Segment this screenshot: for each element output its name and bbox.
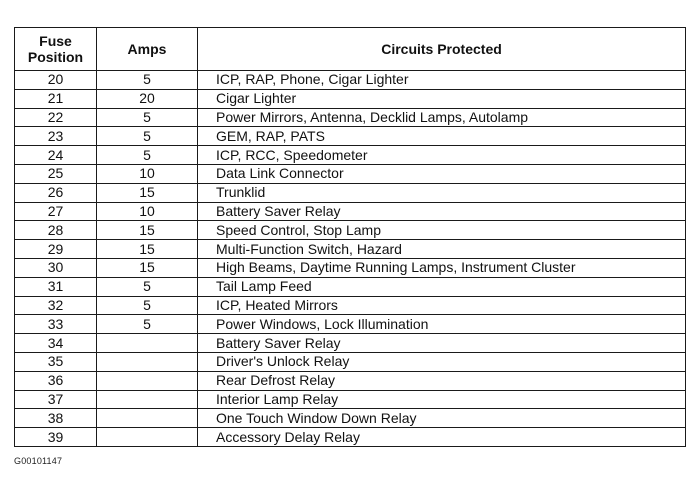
amps-cell [97,371,198,390]
fuse-position-cell: 22 [15,108,97,127]
table-row [15,127,686,146]
circuits-cell: Tail Lamp Feed [198,277,686,296]
fuse-position-cell: 39 [15,428,97,447]
table-row [15,146,686,165]
table-body [15,71,686,447]
amps-cell: 10 [97,164,198,183]
fuse-position-cell: 21 [15,89,97,108]
table-row [15,164,686,183]
header-circuits-protected: Circuits Protected [198,28,686,71]
amps-cell [97,352,198,371]
amps-cell: 15 [97,240,198,259]
table-row [15,240,686,259]
circuits-cell: Driver's Unlock Relay [198,352,686,371]
table-row [15,409,686,428]
circuits-cell: Accessory Delay Relay [198,428,686,447]
table-row [15,334,686,353]
table-row [15,108,686,127]
fuse-position-cell: 37 [15,390,97,409]
table-row [15,371,686,390]
circuits-cell: Multi-Function Switch, Hazard [198,240,686,259]
circuits-cell: GEM, RAP, PATS [198,127,686,146]
amps-cell: 5 [97,296,198,315]
fuse-position-cell: 20 [15,71,97,90]
header-row [15,28,686,71]
amps-cell: 5 [97,277,198,296]
table-row [15,315,686,334]
fuse-position-cell: 34 [15,334,97,353]
fuse-position-cell: 25 [15,164,97,183]
fuse-position-cell: 23 [15,127,97,146]
amps-cell: 5 [97,108,198,127]
circuits-cell: Battery Saver Relay [198,202,686,221]
table-row [15,89,686,108]
circuits-cell: One Touch Window Down Relay [198,409,686,428]
fuse-position-cell: 26 [15,183,97,202]
amps-cell: 20 [97,89,198,108]
circuits-cell: Interior Lamp Relay [198,390,686,409]
circuits-cell: Power Mirrors, Antenna, Decklid Lamps, Autolamp [198,108,686,127]
table-row [15,221,686,240]
amps-cell: 10 [97,202,198,221]
circuits-cell: Power Windows, Lock Illumination [198,315,686,334]
circuits-cell: ICP, RAP, Phone, Cigar Lighter [198,71,686,90]
circuits-cell: Speed Control, Stop Lamp [198,221,686,240]
fuse-table-container [14,27,685,447]
fuse-position-cell: 31 [15,277,97,296]
fuse-position-cell: 29 [15,240,97,259]
circuits-cell: High Beams, Daytime Running Lamps, Instrument Cluster [198,258,686,277]
circuits-cell: Battery Saver Relay [198,334,686,353]
table-row [15,258,686,277]
circuits-cell: Data Link Connector [198,164,686,183]
amps-cell [97,409,198,428]
circuits-cell: ICP, Heated Mirrors [198,296,686,315]
table-row [15,71,686,90]
table-row [15,352,686,371]
fuse-table [14,27,686,447]
fuse-position-cell: 33 [15,315,97,334]
fuse-position-cell: 30 [15,258,97,277]
table-row [15,296,686,315]
circuits-cell: Cigar Lighter [198,89,686,108]
fuse-position-cell: 38 [15,409,97,428]
amps-cell [97,334,198,353]
header-amps: Amps [97,28,198,71]
amps-cell [97,390,198,409]
table-row [15,390,686,409]
amps-cell: 5 [97,146,198,165]
amps-cell: 15 [97,221,198,240]
fuse-position-cell: 27 [15,202,97,221]
amps-cell: 5 [97,315,198,334]
circuits-cell: Trunklid [198,183,686,202]
fuse-position-cell: 32 [15,296,97,315]
fuse-position-cell: 24 [15,146,97,165]
table-row [15,428,686,447]
table-header [15,28,686,71]
table-row [15,277,686,296]
amps-cell [97,428,198,447]
circuits-cell: ICP, RCC, Speedometer [198,146,686,165]
figure-code: G00101147 [14,456,63,466]
fuse-position-cell: 28 [15,221,97,240]
amps-cell: 5 [97,71,198,90]
fuse-position-cell: 36 [15,371,97,390]
amps-cell: 15 [97,183,198,202]
table-row [15,183,686,202]
header-fuse-label: Fuse [39,33,72,49]
amps-cell: 15 [97,258,198,277]
amps-cell: 5 [97,127,198,146]
table-row [15,202,686,221]
header-position-label: Position [27,49,84,65]
circuits-cell: Rear Defrost Relay [198,371,686,390]
fuse-position-cell: 35 [15,352,97,371]
header-fuse-position [15,28,97,71]
